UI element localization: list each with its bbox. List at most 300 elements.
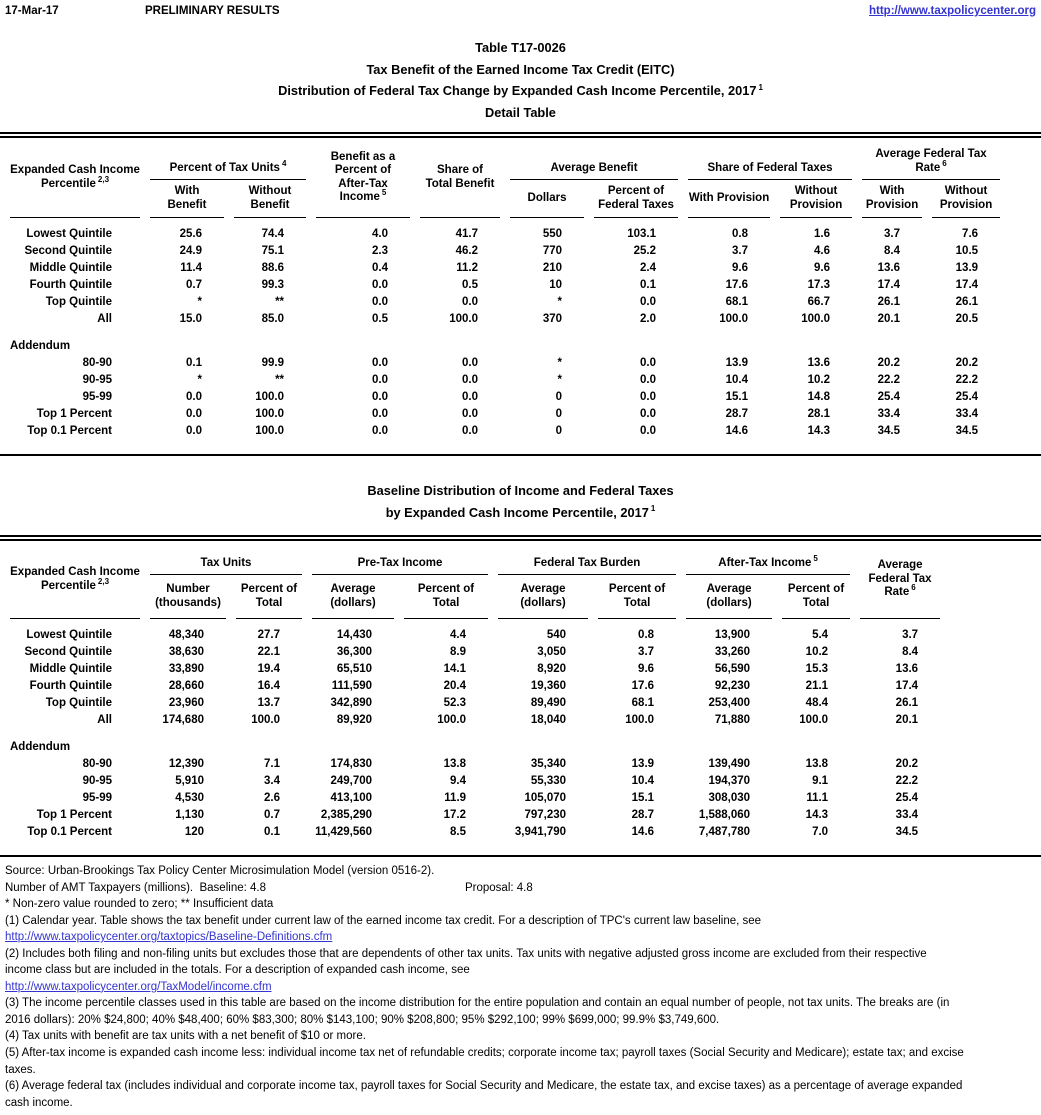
cell-value: 14.3	[807, 425, 831, 437]
col-group-tax-units: Tax Units	[150, 541, 302, 575]
cell-value: 0.0	[372, 279, 389, 291]
amt-baseline-text: Number of AMT Taxpayers (millions). Baseline: 4.8	[5, 881, 266, 894]
col-header-fedtax-percent-of-total: Percent of Total	[598, 575, 676, 619]
col-header-share-without-provision: Without Provision	[780, 180, 852, 218]
table-row	[10, 260, 1000, 277]
cell-value: 85.0	[261, 313, 285, 325]
cell-value: 0.5	[372, 313, 389, 325]
cell-value: 370	[542, 313, 563, 325]
spacer-row	[10, 328, 1000, 338]
cell-value: 28,660	[168, 680, 204, 692]
cell-value: 13.8	[805, 758, 829, 770]
col-header-fedtax-average-dollars: Average (dollars)	[498, 575, 588, 619]
cell-value: 0	[555, 391, 563, 403]
cell-value: 4.6	[814, 245, 831, 257]
cell-value: 9.1	[812, 775, 829, 787]
amt-proposal-text: Proposal: 4.8	[465, 881, 533, 894]
cell-value: 17.4	[895, 680, 919, 692]
table-row	[10, 807, 940, 824]
cell-value: 0.8	[732, 228, 749, 240]
cell-value: *	[557, 374, 563, 386]
cell-value: 22.2	[877, 374, 901, 386]
cell-value: 100.0	[255, 391, 285, 403]
footnote-text: Source: Urban-Brookings Tax Policy Center Microsimulation Model (version 0516-2).	[5, 865, 435, 877]
document-title	[0, 37, 1041, 123]
table-row	[10, 355, 1000, 372]
cell-value: 0.0	[462, 425, 479, 437]
cell-value: 52.3	[443, 697, 467, 709]
footnote-text: (1) Calendar year. Table shows the tax benefit under current law of the earned income tax credit. For a description of TPC's current law baseline, see	[5, 914, 762, 927]
table-row	[10, 372, 1000, 389]
row-label: Top 1 Percent	[36, 408, 112, 420]
cell-value: 20.2	[895, 758, 919, 770]
col-header-aftertax-percent-of-total: Percent of Total	[782, 575, 850, 619]
spacer-row	[10, 218, 1000, 226]
cell-value: 7,487,780	[698, 826, 751, 838]
addendum-row	[10, 338, 1000, 355]
cell-value: 3,941,790	[514, 826, 567, 838]
cell-value: 20.5	[955, 313, 979, 325]
col-header-share-of-total-benefit: Share of Total Benefit	[420, 138, 500, 218]
cell-value: 100.0	[255, 408, 285, 420]
cell-value: 12,390	[168, 758, 204, 770]
cell-value: 15.1	[631, 792, 655, 804]
cell-value: 71,880	[714, 714, 751, 726]
cell-value: 0.0	[640, 391, 657, 403]
cell-value: 25.4	[895, 792, 919, 804]
cell-value: 11,429,560	[315, 826, 373, 838]
cell-value: 75.1	[261, 245, 285, 257]
cell-value: 9.6	[638, 663, 655, 675]
cell-value: 0.0	[640, 357, 657, 369]
cell-value: 14,430	[336, 629, 373, 641]
col-header-number-thousands: Number (thousands)	[150, 575, 226, 619]
cell-value: 13.6	[895, 663, 919, 675]
cell-value: 174,830	[330, 758, 373, 770]
cell-value: 25.4	[877, 391, 901, 403]
title-line-3: Distribution of Federal Tax Change by Expanded Cash Income Percentile, 2017 $^1$	[278, 82, 763, 98]
cell-value: 9.4	[450, 775, 467, 787]
cell-value: 10.5	[955, 245, 979, 257]
cell-value: 33.4	[955, 408, 979, 420]
benefit-table	[0, 138, 1010, 440]
cell-value: 100.0	[437, 714, 467, 726]
cell-value: 0.1	[186, 357, 202, 369]
cell-value: 2.3	[372, 245, 389, 257]
cell-value: 0.4	[372, 262, 389, 274]
row-label: Second Quintile	[24, 245, 112, 257]
row-label: Top Quintile	[45, 296, 112, 308]
cell-value: 210	[542, 262, 563, 274]
table-row	[10, 644, 940, 661]
cell-value: *	[197, 296, 202, 308]
cell-value: 9.6	[732, 262, 749, 274]
col-header-percentile: Expanded Cash Income Percentile $^{2,3}$	[10, 138, 140, 218]
cell-value: 120	[184, 826, 204, 838]
row-label: Fourth Quintile	[29, 279, 112, 291]
row-label: Middle Quintile	[29, 663, 112, 675]
cell-value: 111,590	[331, 680, 373, 692]
footnote-text: (5) After-tax income is expanded cash income less: individual income tax net of refundable credits; corporate income tax; payroll taxes (Social Security and Medicare); estate tax; and excise	[5, 1047, 964, 1060]
col-group-after-tax-income: After-Tax Income $^5$	[686, 541, 850, 575]
cell-value: 3.7	[732, 245, 749, 257]
cell-value: **	[275, 374, 285, 386]
cell-value: 33.4	[877, 408, 901, 420]
cell-value: 1.6	[814, 228, 831, 240]
amt-taxpayers-line	[5, 880, 1036, 897]
cell-value: 7.6	[962, 228, 979, 240]
cell-value: 74.4	[261, 228, 285, 240]
row-label: Top 1 Percent	[36, 809, 112, 821]
cell-value: 0.0	[640, 425, 657, 437]
cell-value: 13.9	[955, 262, 979, 274]
cell-value: 11.9	[444, 792, 467, 804]
cell-value: 33,260	[714, 646, 751, 658]
footnote-text: cash income.	[5, 1096, 73, 1109]
col-header-aftertax-average-dollars: Average (dollars)	[686, 575, 772, 619]
cell-value: 41.7	[455, 228, 479, 240]
cell-value: 33,890	[168, 663, 204, 675]
row-label: 95-99	[82, 792, 112, 804]
footnote-text: (6) Average federal tax (includes individual and corporate income tax, payroll taxes for Social Security and Medicare, the estate tax, and excise taxes) as a percentage of average expanded	[5, 1080, 963, 1093]
col-header-percentile: Expanded Cash Income Percentile $^{2,3}$	[10, 541, 140, 619]
cell-value: 540	[546, 629, 567, 641]
cell-value: 139,490	[708, 758, 751, 770]
table-row	[10, 712, 940, 729]
row-label: 90-95	[82, 374, 112, 386]
table-row	[10, 406, 1000, 423]
baseline-title-line-2: by Expanded Cash Income Percentile, 2017 $^1$	[385, 504, 656, 520]
cell-value: 3.4	[264, 775, 281, 787]
cell-value: 2.0	[640, 313, 657, 325]
cell-value: 100.0	[255, 425, 285, 437]
cell-value: 26.1	[895, 697, 919, 709]
col-header-pretax-average-dollars: Average (dollars)	[312, 575, 394, 619]
table-row	[10, 294, 1000, 311]
cell-value: 14.8	[807, 391, 831, 403]
cell-value: 105,070	[524, 792, 567, 804]
table-row	[10, 661, 940, 678]
cell-value: 17.6	[631, 680, 655, 692]
table-row	[10, 226, 1000, 243]
table-row	[10, 695, 940, 712]
cell-value: 26.1	[955, 296, 979, 308]
table2-bottom-rule	[0, 855, 1041, 857]
cell-value: 1,588,060	[698, 809, 751, 821]
cell-value: 34.5	[877, 425, 901, 437]
col-group-average-benefit: Average Benefit	[510, 138, 678, 180]
table-row	[10, 790, 940, 807]
table-row	[10, 756, 940, 773]
col-header-average-federal-tax-rate: Average Federal Tax Rate $^6$	[860, 541, 940, 619]
cell-value: 89,920	[336, 714, 373, 726]
cell-value: 20.1	[877, 313, 901, 325]
cell-value: 25.4	[955, 391, 979, 403]
footnote-link[interactable]: http://www.taxpolicycenter.org/taxtopics/Baseline-Definitions.cfm	[5, 931, 333, 944]
col-header-pretax-percent-of-total: Percent of Total	[404, 575, 488, 619]
baseline-title-line-1: Baseline Distribution of Income and Federal Taxes	[367, 483, 674, 498]
cell-value: 1,130	[175, 809, 204, 821]
cell-value: 0.8	[638, 629, 655, 641]
col-group-federal-tax-burden: Federal Tax Burden	[498, 541, 676, 575]
col-header-share-with-provision: With Provision	[688, 180, 770, 218]
cell-value: 13.7	[257, 697, 281, 709]
cell-value: 0.0	[462, 374, 479, 386]
cell-value: 20.2	[877, 357, 901, 369]
col-header-rate-with-provision: With Provision	[862, 180, 922, 218]
cell-value: 253,400	[708, 697, 751, 709]
cell-value: 797,230	[524, 809, 567, 821]
row-label: 80-90	[82, 357, 112, 369]
cell-value: 48.4	[805, 697, 829, 709]
cell-value: 0.0	[462, 391, 479, 403]
cell-value: 0.0	[186, 425, 202, 437]
cell-value: 4,530	[175, 792, 204, 804]
cell-value: 13,900	[714, 629, 751, 641]
row-label: Lowest Quintile	[26, 228, 112, 240]
footnote-text: * Non-zero value rounded to zero; ** Insufficient data	[5, 898, 274, 911]
cell-value: 13.6	[877, 262, 901, 274]
row-label: Top 0.1 Percent	[27, 826, 112, 838]
cell-value: 308,030	[708, 792, 751, 804]
title-line-2: Tax Benefit of the Earned Income Tax Credit (EITC)	[366, 61, 675, 77]
col-header-benefit-pct-after-tax-income: Benefit as a Percent of After-Tax Income $^5$	[316, 138, 410, 218]
cell-value: 14.6	[631, 826, 655, 838]
col-header-without-benefit: Without Benefit	[234, 180, 306, 218]
cell-value: 2,385,290	[320, 809, 373, 821]
cell-value: **	[275, 296, 285, 308]
cell-value: 8.5	[450, 826, 467, 838]
footnotes	[0, 863, 1041, 1111]
cell-value: 18,040	[530, 714, 567, 726]
cell-value: 11.1	[806, 792, 829, 804]
cell-value: 25.2	[633, 245, 657, 257]
cell-value: 99.3	[261, 279, 285, 291]
row-label: Middle Quintile	[29, 262, 112, 274]
cell-value: 0.0	[186, 391, 202, 403]
cell-value: 46.2	[455, 245, 479, 257]
cell-value: 28.7	[631, 809, 655, 821]
cell-value: 14.6	[725, 425, 749, 437]
addendum-label: Addendum	[10, 340, 71, 352]
cell-value: 0.0	[640, 296, 657, 308]
cell-value: 0.0	[372, 374, 389, 386]
cell-value: 13.9	[725, 357, 749, 369]
row-label: Lowest Quintile	[26, 629, 112, 641]
cell-value: 17.6	[725, 279, 749, 291]
cell-value: 15.1	[725, 391, 749, 403]
cell-value: 99.9	[261, 357, 285, 369]
cell-value: 8.9	[450, 646, 467, 658]
addendum-label: Addendum	[10, 741, 71, 753]
footnote-link[interactable]: http://www.taxpolicycenter.org/TaxModel/income.cfm	[5, 980, 272, 993]
cell-value: 3.7	[902, 629, 919, 641]
row-label: Fourth Quintile	[29, 680, 112, 692]
cell-value: 28.7	[725, 408, 749, 420]
cell-value: 15.3	[805, 663, 829, 675]
cell-value: 0.0	[372, 408, 389, 420]
cell-value: 33.4	[895, 809, 919, 821]
cell-value: 22.1	[257, 646, 281, 658]
cell-value: 28.1	[807, 408, 831, 420]
cell-value: 23,960	[168, 697, 204, 709]
cell-value: 10	[549, 279, 563, 291]
cell-value: 11.2	[456, 262, 479, 274]
cell-value: 66.7	[807, 296, 831, 308]
cell-value: 0	[555, 408, 563, 420]
cell-value: 10.4	[631, 775, 655, 787]
cell-value: 342,890	[330, 697, 373, 709]
row-label: 80-90	[82, 758, 112, 770]
cell-value: 10.2	[805, 646, 829, 658]
cell-value: 20.1	[895, 714, 919, 726]
cell-value: 14.1	[443, 663, 467, 675]
col-header-dollars: Dollars	[510, 180, 584, 218]
cell-value: 38,630	[168, 646, 204, 658]
cell-value: 20.4	[443, 680, 467, 692]
col-group-percent-of-tax-units: Percent of Tax Units $^4$	[150, 138, 306, 180]
cell-value: 11.4	[180, 262, 202, 274]
cell-value: 34.5	[955, 425, 979, 437]
cell-value: 10.2	[807, 374, 831, 386]
footnote-text: 2016 dollars): 20% $24,800; 40% $48,400; 60% $83,300; 80% $143,100; 90% $208,800; 95% $292,100; 99% $699,000; 99.9% $3,749,600.	[5, 1013, 720, 1026]
cell-value: 56,590	[714, 663, 751, 675]
cell-value: *	[557, 296, 563, 308]
row-label: 90-95	[82, 775, 112, 787]
cell-value: 9.6	[814, 262, 831, 274]
cell-value: 0.0	[372, 296, 389, 308]
cell-value: 22.2	[895, 775, 919, 787]
cell-value: 550	[542, 228, 563, 240]
cell-value: 4.4	[450, 629, 467, 641]
footnote-link-line	[5, 929, 1036, 946]
cell-value: 17.2	[443, 809, 467, 821]
cell-value: 35,340	[530, 758, 567, 770]
cell-value: 17.4	[877, 279, 901, 291]
cell-value: 194,370	[708, 775, 751, 787]
cell-value: 21.1	[805, 680, 829, 692]
cell-value: 19,360	[530, 680, 567, 692]
date-label: 17-Mar-17	[5, 5, 59, 17]
cell-value: 0.1	[264, 826, 281, 838]
cell-value: 0	[555, 425, 563, 437]
cell-value: 65,510	[336, 663, 373, 675]
cell-value: *	[557, 357, 563, 369]
col-group-pretax-income: Pre-Tax Income	[312, 541, 488, 575]
cell-value: 0.7	[264, 809, 281, 821]
cell-value: 13.6	[807, 357, 831, 369]
cell-value: 19.4	[257, 663, 281, 675]
cell-value: 100.0	[801, 313, 831, 325]
table-row	[10, 627, 940, 644]
baseline-table	[0, 541, 950, 841]
cell-value: 0.0	[462, 296, 479, 308]
col-header-percent-of-federal-taxes: Percent of Federal Taxes	[594, 180, 678, 218]
cell-value: *	[197, 374, 202, 386]
cell-value: 0.0	[186, 408, 202, 420]
cell-value: 4.0	[372, 228, 389, 240]
title-line-1: Table T17-0026	[475, 40, 566, 55]
cell-value: 174,680	[162, 714, 204, 726]
cell-value: 16.4	[257, 680, 281, 692]
table-row	[10, 423, 1000, 440]
cell-value: 34.5	[895, 826, 919, 838]
topbar	[0, 0, 1041, 18]
cell-value: 3.7	[884, 228, 901, 240]
cell-value: 0.0	[372, 391, 389, 403]
cell-value: 48,340	[168, 629, 204, 641]
cell-value: 770	[542, 245, 563, 257]
row-label: 95-99	[82, 391, 112, 403]
cell-value: 0.1	[640, 279, 657, 291]
cell-value: 17.4	[955, 279, 979, 291]
cell-value: 0.0	[462, 408, 479, 420]
cell-value: 249,700	[330, 775, 373, 787]
cell-value: 8.4	[902, 646, 919, 658]
site-link[interactable]: http://www.taxpolicycenter.org	[869, 5, 1036, 17]
table-row	[10, 243, 1000, 260]
cell-value: 100.0	[625, 714, 655, 726]
cell-value: 5.4	[812, 629, 829, 641]
cell-value: 10.4	[725, 374, 749, 386]
title-line-4: Detail Table	[485, 104, 556, 120]
cell-value: 0.0	[640, 374, 657, 386]
table-row	[10, 311, 1000, 328]
cell-value: 14.3	[805, 809, 829, 821]
footnote-text: (3) The income percentile classes used in this table are based on the income distribution for the entire population and contain an equal number of people, not tax units. The breaks are (in	[5, 997, 950, 1010]
cell-value: 0.5	[462, 279, 479, 291]
cell-value: 22.2	[955, 374, 979, 386]
cell-value: 68.1	[725, 296, 749, 308]
baseline-table-title	[0, 480, 1041, 523]
col-header-rate-without-provision: Without Provision	[932, 180, 1000, 218]
table-row	[10, 389, 1000, 406]
col-header-with-benefit: With Benefit	[150, 180, 224, 218]
footnote-text: (2) Includes both filing and non-filing units but excludes those that are dependents of other tax units. Tax units with negative adjusted gross income are excluded from their respective	[5, 947, 927, 960]
cell-value: 24.9	[179, 245, 202, 257]
cell-value: 0.0	[372, 425, 389, 437]
cell-value: 15.0	[179, 313, 202, 325]
cell-value: 88.6	[261, 262, 285, 274]
cell-value: 0.0	[372, 357, 389, 369]
cell-value: 8.4	[884, 245, 901, 257]
cell-value: 13.9	[631, 758, 655, 770]
table-row	[10, 678, 940, 695]
table-row	[10, 824, 940, 841]
cell-value: 2.6	[264, 792, 281, 804]
status-label: PRELIMINARY RESULTS	[145, 5, 280, 17]
cell-value: 26.1	[877, 296, 901, 308]
cell-value: 89,490	[530, 697, 567, 709]
row-label: All	[97, 313, 112, 325]
table1-bottom-rule	[0, 454, 1041, 456]
cell-value: 20.2	[955, 357, 979, 369]
cell-value: 100.0	[251, 714, 281, 726]
spacer-row	[10, 729, 940, 739]
cell-value: 92,230	[714, 680, 751, 692]
row-label: Second Quintile	[24, 646, 112, 658]
cell-value: 2.4	[640, 262, 657, 274]
cell-value: 100.0	[799, 714, 829, 726]
footnote-text: income class but are included in the totals. For a description of expanded cash income, see	[5, 964, 470, 977]
cell-value: 3.7	[638, 646, 655, 658]
table-row	[10, 277, 1000, 294]
cell-value: 25.6	[179, 228, 202, 240]
cell-value: 27.7	[257, 629, 281, 641]
cell-value: 0.7	[186, 279, 202, 291]
cell-value: 17.3	[807, 279, 831, 291]
col-group-share-of-federal-taxes: Share of Federal Taxes	[688, 138, 852, 180]
